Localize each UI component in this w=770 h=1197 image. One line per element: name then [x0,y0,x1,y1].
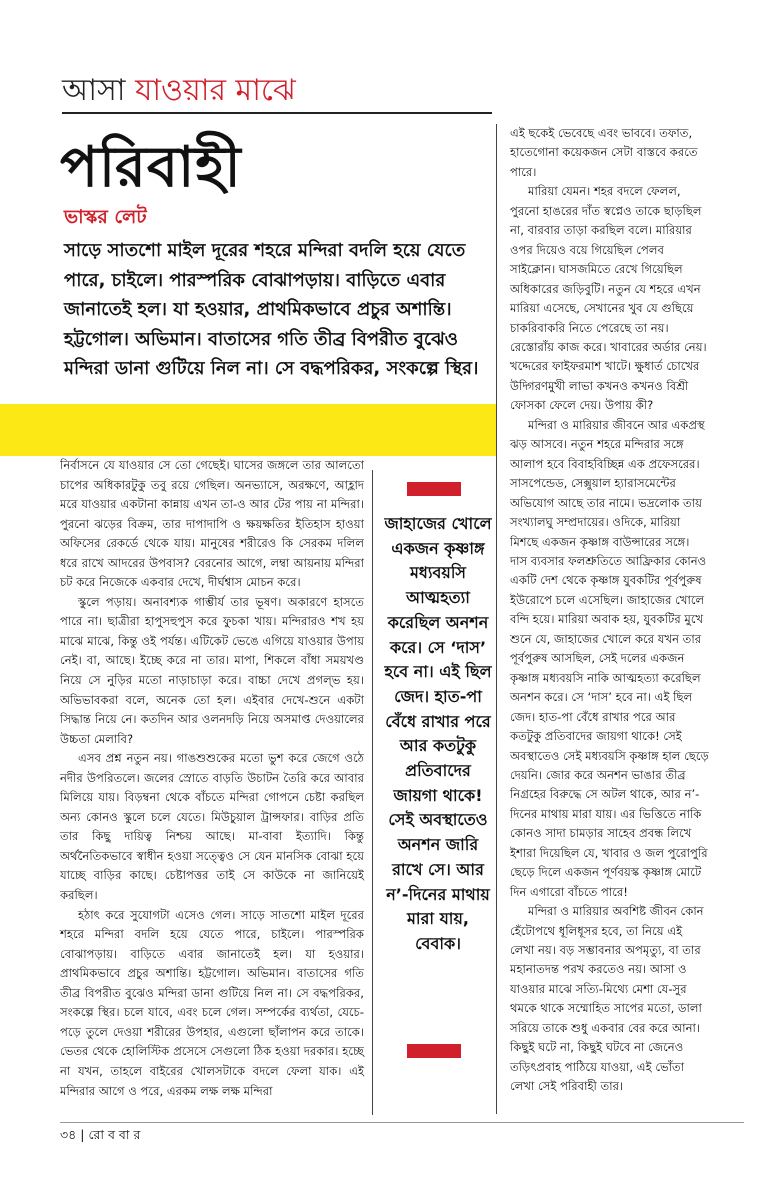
magazine-name: রো ব বা র [88,1127,141,1142]
yellow-decorative-band [0,404,496,456]
footer-rule [60,1122,744,1123]
kicker-part-2: যাওয়ার মাঝে [135,73,296,108]
paragraph: মন্দিরা ও মারিয়ার অবশিষ্ট জীবন কোন হেঁটোপথে ধূলিধূসর হবে, তা নিয়ে এই লেখা নয়। বড় সম্ভাবনার অপমৃত্যু, বা তার মহানাতদন্ত পরখ করতেও নয়। আসা ও যাওয়ার মাঝে সত্যি-মিথ্যে মেশা যে-সুর থমকে থাকে সম্মোহিত সাপের মতো, ডালা সরিয়ে তাকে শুধু একবার বের করে আনা। কিছুই ঘটে না, কিছুই ঘটবে না জেনেও তড়িৎপ্রবাহ পাঠিয়ে যাওয়া, এই ভোঁতা লেখা সেই পরিবাহী তার। [510,904,704,1094]
kicker-part-1: আসা [62,73,126,108]
article-title: পরিবাহী [60,135,242,200]
paragraph: মন্দিরা ও মারিয়ার জীবনে আর একপ্রস্থ ঝড় আসবে। নতুন শহরে মন্দিরার সঙ্গে আলাপ হবে বিবাহবিচ্ছিন্ন এক প্রফেসরের। সাসপেন্ডেড, সেক্সুয়াল হ্যারাসমেন্টের অভিযোগ আছে তার নামে। ভদ্রলোক তায় সংখ্যালঘু সম্প্রদায়ের। ওদিকে, মারিয়া মিশছে একজন কৃষ্ণাঙ্গ বাউন্সারের সঙ্গে। দাস ব্যবসার ফলশ্রুতিতে আফ্রিকার কোনও একটি দেশ থেকে কৃষ্ণাঙ্গ যুবকটির পূর্বপুরুষ ইউরোপে চলে এসেছিল। জাহাজের খোলে বন্দি হয়ে। মারিয়া অবাক হয়, যুবকটির মুখে শুনে যে, জাহাজের খোলে করে যখন তার পূর্বপুরুষ আসছিল, সেই দলের একজন কৃষ্ণাঙ্গ মধ্যবয়সি নাকি আত্মহত্যা করেছিল অনশন করে। সে ‘দাস’ হবে না। এই ছিল জেদ। হাত-পা বেঁধে রাখার পরে আর কতটুকু প্রতিবাদের জায়গা থাকে! সেই অবস্থাতেও সেই মধ্যবয়সি কৃষ্ণাঙ্গ হাল ছেড়ে দেয়নি। জোর করে অনশন ভাঙার তীব্র নিগ্রহের বিরুদ্ধে সে অটল থাকে, আর ন’-দিনের মাথায় মারা যায়। এর ভিত্তিতে নাকি কোনও সাদা চামড়ার সাহেব প্রবন্ধ লিখে ইশারা দিয়েছিল যে, খাবার ও জল পুরোপুরি ছেড়ে দিলে একজন পূর্ণবয়স্ক কৃষ্ণাঙ্গ মোটে দিন এগারো বাঁচতে পারে! [510,417,709,899]
paragraph: স্কুলে পড়ায়। অনাবশ্যক গাম্ভীর্য তার ভূষণ। অকারণে হাসতে পারে না। ছাত্রীরা হাপুসহুপুস করে ফুচকা খায়। মন্দিরারও শখ হয় মাঝে মাঝে, কিন্তু ওই পর্যন্ত। এটিকেট ভেঙে এগিয়ে যাওয়ার উপায় নেই। বা, আছে। ইচ্ছে করে না তার। মাপা, শিকলে বাঁধা সময়খণ্ড নিয়ে সে নুড়ির মতো নাড়াচাড়া করে। বাচ্চা দেখে প্রগল্ভ হয়। অভিভাবকরা বলে, অনেক তো হল। এইবার দেখে-শুনে একটা সিদ্ধান্ত নিয়ে নে। কতদিন আর ওলনদড়ি নিয়ে অসমাপ্ত দেওয়ালের উচ্চতা মেলাবি? [60,594,364,746]
column-rule-left [372,470,373,1115]
body-column-left [60,456,364,1101]
folio-separator: | [80,1127,85,1142]
paragraph: হঠাৎ করে সুযোগটা এসেও গেল। সাড়ে সাতশো মাইল দূরের শহরে মন্দিরা বদলি হয়ে যেতে পারে, চাইলে। পারস্পরিক বোঝাপড়ায়। বাড়িতে এবার জানাতেই হল। যা হওয়ার। প্রাথমিকভাবে প্রচুর অশান্তি। হট্টগোল। অভিমান। বাতাসের গতি তীব্র বিপরীত বুঝেও মন্দিরা ডানা গুটিয়ে নিল না। সে বদ্ধপরিকর, সংকল্পে স্থির। চলে যাবে, এবং চলে গেল। সম্পর্কের ব্যর্থতা, যেচে-পড়ে তুলে দেওয়া শরীরের উপহার, এগুলো ছাঁলাপন করে তাকে। ভেতর থেকে হোলিস্টিক প্রসেসে সেগুলো ঠিক হওয়া দরকার। হচ্ছে না যখন, তাহলে বাইরের খোলসটাকে বদলে ফেলা যাক। এই মন্দিরার আগে ও পরে, এরকম লক্ষ লক্ষ মন্দিরা [60,907,364,1098]
pull-quote-bar-top [407,482,461,496]
standfirst: সাড়ে সাতশো মাইল দূরের শহরে মন্দিরা বদলি হয়ে যেতে পারে, চাইলে। পারস্পরিক বোঝাপড়ায়। বাড়িতে এবার জানাতেই হল। যা হওয়ার, প্রাথমিকভাবে প্রচুর অশান্তি। হট্টগোল। অভিমান। বাতাসের গতি তীব্র বিপরীত বুঝেও মন্দিরা ডানা গুটিয়ে নিল না। সে বদ্ধপরিকর, সংকল্পে স্থির। [64,240,479,379]
paragraph: মারিয়া যেমন। শহর বদলে ফেলল, পুরনো হাঙরের দাঁত স্বপ্নেও তাকে ছাড়ছিল না, বারবার তাড়া করছিল বলে। মারিয়ার ওপর দিয়েও বয়ে গিয়েছিল পেলব সাইক্লোন। ঘাসজমিতে রেখে গিয়েছিল অধিকারের জড়িবুটি। নতুন যে শহরে এখন মারিয়া এসেছে, সেখানের খুব যে গুছিয়ে চাকরিবাকরি নিতে পেরেছে তা নয়। রেস্তোরাঁয় কাজ করে। খাবারের অর্ডার নেয়। খদ্দেরের ফাইফরমাশ খাটে। ক্ষুধার্ত চোখের উদ্গিরণমুখী লাভা কখনও কখনও বিশ্রী ফোসকা ফেলে দেয়। উপায় কী? [510,184,707,413]
page-number: ৩৪ [60,1127,77,1142]
kicker-underline [62,112,492,114]
paragraph: এসব প্রশ্ন নতুন নয়। গাঙশুশুকের মতো ভুশ করে জেগে ওঠে নদীর উপরিতলে। জলের স্রোতে বাড়তি উচাটন তৈরি করে আবার মিলিয়ে যায়। বিড়ম্বনা থেকে বাঁচতে মন্দিরা গোপনে চেষ্টা করছিল অন্য কোনও স্কুলে চলে যেতে। মিউচুয়াল ট্রান্সফার। বাড়ির প্রতি তার কিছু দায়িত্ব নিশ্চয় আছে। মা-বাবা ইত্যাদি। কিন্তু অর্থনৈতিকভাবে স্বাধীন হওয়া সত্ত্বেও সে যেন মানসিক বোঝা হয়ে যাচ্ছে বাড়ির কাছে। চেষ্টাপত্তর তাই সে কাউকে না জানিয়েই করছিল। [60,751,364,903]
page-folio [60,1126,140,1144]
body-column-right [510,124,710,1097]
paragraph: নির্বাসনে যে যাওয়ার সে তো গেছেই। ঘাসের জঙ্গলে তার আলতো চাপের অধিকারটুকু তবু রয়ে গেছিল। অনভ্যাসে, অরক্ষণে, আহ্লাদ মরে যাওয়ার একটানা কান্নায় এখন তা-ও আর টের পায় না মন্দিরা। পুরনো ঝড়ের বিক্রম, তার দাপাদাপি ও ক্ষয়ক্ষতির ইতিহাস হাওয়া অফিসের রেকর্ডে থেকে যায়। মানুষের শরীরেও কি সেরকম দলিল ধরে রাখে আদরের উপবাস? বেরনোর আগে, লম্বা আয়নায় মন্দিরা চট করে নিজেকে একবার দেখে, দীর্ঘশ্বাস মোচন করে। [60,458,364,590]
section-kicker [62,72,296,110]
pull-quote: জাহাজের খোলে একজন কৃষ্ণাঙ্গ মধ্যবয়সি আত্মহত্যা করেছিল অনশন করে। সে ‘দাস’ হবে না। এই ছিল জেদ। হাত-পা বেঁধে রাখার পরে আর কতটুকু প্রতিবাদের জায়গা থাকে! সেই অবস্থাতেও অনশন জারি রাখে সে। আর ন’-দিনের মাথায় মারা যায়, বেবাক। [384,514,492,953]
column-rule-right [496,124,497,1114]
pull-quote-bar-bottom [407,1044,461,1058]
author-byline: ভাস্কর লেট [64,206,147,228]
paragraph: এই ছকেই ভেবেছে এবং ভাববে। তফাত, হাতেগোনা কয়েকজন সেটা বাস্তবে করতে পারে। [510,126,698,179]
